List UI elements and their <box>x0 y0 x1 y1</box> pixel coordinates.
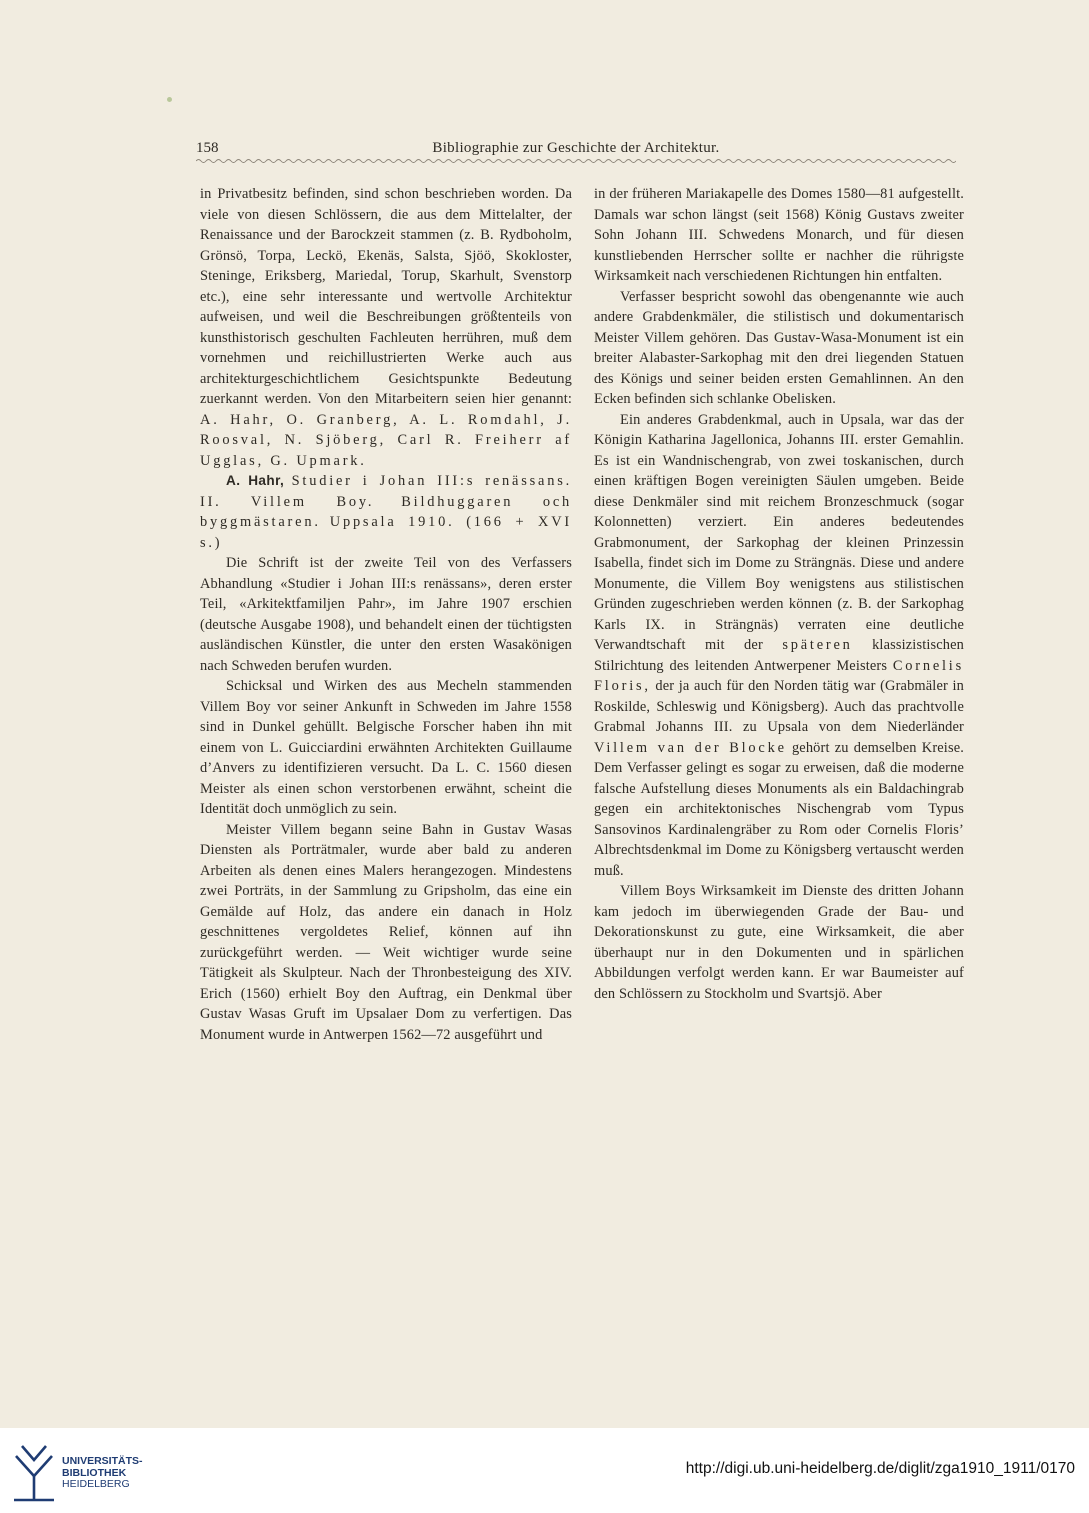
entry-title-a: Studier i Johan III:s renässans. II. Villem Boy. <box>200 473 573 510</box>
right-paragraph-4: Villem Boys Wirksamkeit im Dienste des dritten Johann kam jedoch im überwiegenden Grade der Bau- und Dekorationskunst zu gute, eine Wirksamkeit, die aber überhaupt nur in den Dokumenten und in spärlichen Abbildungen verfolgt werden kann. Er war Baumeister auf den Schlössern zu Stockholm und Svartsjö. Aber <box>594 883 964 1002</box>
source-url-link[interactable]: http://digi.ub.uni-heidelberg.de/diglit/zga1910_1911/0170 <box>685 1460 1075 1477</box>
spaced-villem-van-der-blocke: Villem van der Blocke <box>594 739 787 756</box>
right-p3-d: gehört zu demselben Kreise. Dem Verfasser gelingt es sogar zu erweisen, daß die moderne falsche Aufstellung dieses Monuments als ein Baldachingrab gegen ein architektonisches Nischengrab vom Typus Sansovinos Kardinalengräber zu Rom oder Cornelis Floris’ Albrechtsdenkmal im Dome zu Königsberg vertauscht werden muß. <box>594 739 964 879</box>
library-name-line-3: HEIDELBERG <box>62 1478 130 1490</box>
spaced-cornelis-floris: Cornelis Floris, <box>594 657 965 694</box>
page-number: 158 <box>196 140 219 156</box>
left-paragraph-4: Meister Villem begann seine Bahn in Gustav Wasas Diensten als Porträtmaler, wurde aber bald zu anderen Arbeiten als denen eines Malers herangezogen. Mindestens zwei Porträts, in der Sammlung zu Gripsholm, das eine ein Gemälde auf Holz, das andere ein danach in Holz geschnittenes vergoldetes Relief, können auf ihn zurückgeführt werden. — Weit wichtiger wurde seine Tätigkeit als Skulpteur. Nach der Thronbesteigung des XIV. Erich (1560) erhielt Boy den Auftrag, ein Denkmal über Gustav Wasas Gruft im Upsalaer Dom zu verfertigen. Das Monument wurde in Antwerpen 1562—72 ausgeführt und <box>200 821 572 1043</box>
spaced-spaeteren: späteren <box>782 637 853 653</box>
right-paragraph-2: Verfasser bespricht sowohl das obengenannte wie auch andere Grabdenkmäler, die stilistisch und dokumentarisch Meister Villem gehören. Das Gustav-Wasa-Monument ist ein breiter Alabaster-Sarkophag mit den drei liegenden Statuen des Königs und seiner beiden ersten Gemahlinnen. An den Ecken befinden sich schlanke Obelisken. <box>594 288 964 407</box>
entry-place: Uppsala 1910. (166 + XVI s.) <box>200 514 572 551</box>
paper-speck <box>167 97 172 102</box>
left-paragraph-2: Die Schrift ist der zweite Teil von des Verfassers Abhandlung «Studier i Johan III:s renässans», deren erster Teil, «Arkitektfamiljen Pahr», im Jahre 1907 erschien (deutsche Ausgabe 1908), und behandelt einen der tüchtigsten ausländischen Künstler, die unter den ersten Wasakönigen nach Schweden berufen wurden. <box>200 555 572 674</box>
entry-title-b: Bildhuggaren och byggmästaren. <box>200 493 573 530</box>
left-paragraph-3: Schicksal und Wirken des aus Mecheln stammenden Villem Boy vor seiner Ankunft in Schweden im Jahre 1558 sind in Dunkel gehüllt. Belgische Forscher haben ihn mit einem von L. Guicciardini erwähnten Architekten Guillaume d’Anvers zu identifizieren versucht. Da L. C. 1560 diesen Meister als einen schon verstorbenen erwähnt, scheint die Identität doch unmöglich zu sein. <box>200 678 572 817</box>
left-p1-text: in Privatbesitz befinden, sind schon beschrieben worden. Da viele von diesen Schlössern, die aus dem Mittelalter, der Renaissance und der Barockzeit stammen (z. B. Rydboholm, Grönsö, Torpa, Leckö, Ekenäs, Salsta, Sjöö, Skokloster, Steninge, Eriksberg, Mariedal, Torup, Skarhult, Svenstorp etc.), eine sehr interessante und wertvolle Architektur aufweisen, und weil die Beschreibungen größtenteils von kunsthistorisch geschulten Fachleuten herrühren, muß dem vornehmen und reichillustrierten Werke auch aus architekturgeschichtlichem Gesichtspunkte Bedeutung zuerkannt werden. Von den Mitarbeitern seien hier genannt: <box>200 186 572 407</box>
wavy-header-rule <box>196 158 956 164</box>
right-column <box>594 184 964 1004</box>
footer-bar <box>0 1428 1089 1513</box>
left-column <box>200 184 572 1045</box>
library-name-line-2: BIBLIOTHEK <box>62 1466 127 1479</box>
running-title: Bibliographie zur Geschichte der Architektur. <box>432 140 720 156</box>
left-paragraph-1 <box>200 184 572 471</box>
right-paragraph-1: in der früheren Mariakapelle des Domes 1580—81 aufgestellt. Damals war schon längst (seit 1568) König Gustavs zweiter Sohn Johann III. Schwedens Monarch, und für diesen kunstliebenden Herrscher sollte er nachher die rührigste Wirksamkeit nach verschiedenen Richtungen hin entfalten. <box>594 186 964 284</box>
entry-author: A. Hahr, <box>226 473 285 488</box>
bibliography-entry <box>200 471 572 553</box>
library-name-line-1: UNIVERSITÄTS- <box>62 1455 143 1467</box>
library-logo-icon <box>12 1442 56 1502</box>
right-p3-c: der ja auch für den Norden tätig war (Grabmäler in Roskilde, Schleswig und Königsberg). Auch das prachtvolle Grabmal Johanns III. zu Upsala von dem Niederländer <box>594 678 964 735</box>
right-p3-a: Ein anderes Grabdenkmal, auch in Upsala, war das der Königin Katharina Jagellonica, Johanns III. erster Gemahlin. Es ist ein Wandnischengrab, von zwei toskanischen, durch einen kräftigen Bogen vereinigten Säulen umgeben. Beide diese Denkmäler sind mit reichem Bronzeschmuck (sogar Kolonnetten) verziert. Ein anderes bedeutendes Grabmonument, der Sarkophag der kleinen Prinzessin Isabella, findet sich im Dome zu Strängnäs. Diese und andere Monumente, die Villem Boy wenigstens aus stilistischen Gründen zugeschrieben werden können (z. B. der Sarkophag Karls IX. in Strängnäs) verraten eine deutliche Verwandtschaft mit der <box>594 411 964 653</box>
right-p3-b: klassizistischen Stilrichtung des leitenden Antwerpener Meisters <box>594 637 965 674</box>
contributor-names: A. Hahr, O. Granberg, A. L. Romdahl, J. Roosval, N. Sjöberg, Carl R. Freiherr af Ugglas, G. Upmark. <box>200 411 572 469</box>
library-name <box>62 1456 143 1491</box>
right-paragraph-3 <box>594 410 964 882</box>
